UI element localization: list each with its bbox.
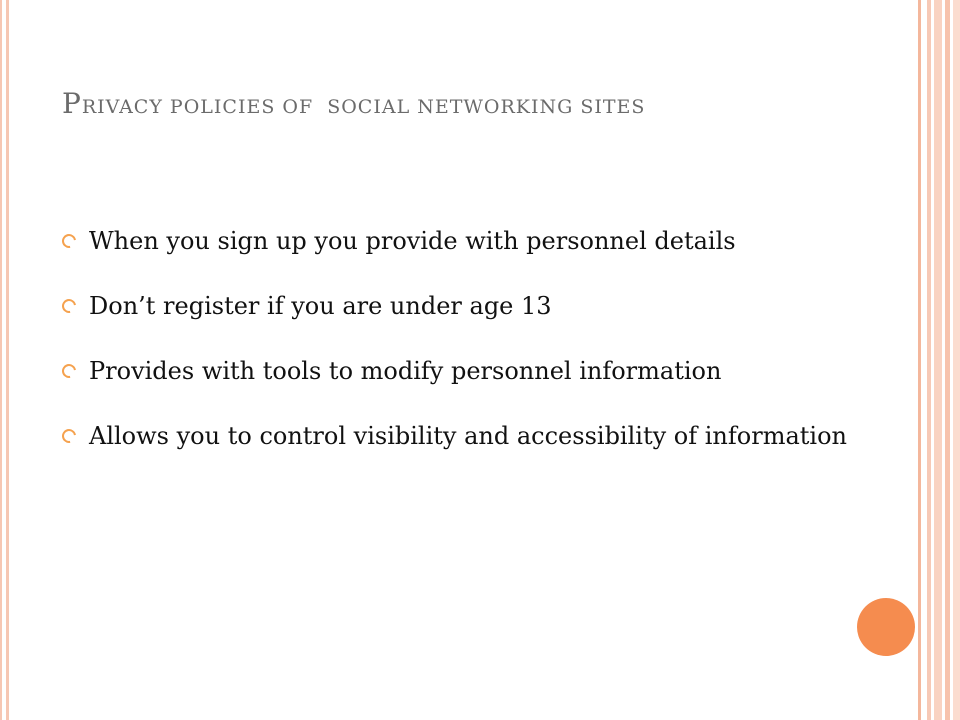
- list-item: [62, 277, 862, 335]
- list-item: [62, 407, 862, 465]
- slide-title: [62, 82, 852, 129]
- left-border: [0, 0, 2, 720]
- bullet-icon: [59, 426, 78, 445]
- left-border-inner: [6, 0, 9, 720]
- bullet-icon: [59, 231, 78, 250]
- bullet-text: Provides with tools to modify personnel information: [89, 357, 722, 385]
- list-item: [62, 342, 862, 400]
- decor-stripe: [945, 0, 950, 720]
- bullet-text: Don’t register if you are under age 13: [89, 292, 552, 320]
- decor-stripe: [934, 0, 942, 720]
- decor-stripe: [918, 0, 921, 720]
- decor-stripe: [927, 0, 931, 720]
- list-item: [62, 212, 862, 270]
- accent-circle: [857, 598, 915, 656]
- title-rest: RIVACY POLICIES OF SOCIAL NETWORKING SITES: [81, 96, 646, 118]
- title-initial: P: [62, 87, 82, 120]
- bullet-text: When you sign up you provide with personnel details: [89, 227, 736, 255]
- bullet-list: [62, 212, 862, 472]
- bullet-icon: [59, 296, 78, 315]
- decor-stripe: [953, 0, 960, 720]
- bullet-icon: [59, 361, 78, 380]
- bullet-text: Allows you to control visibility and accessibility of information: [89, 422, 847, 450]
